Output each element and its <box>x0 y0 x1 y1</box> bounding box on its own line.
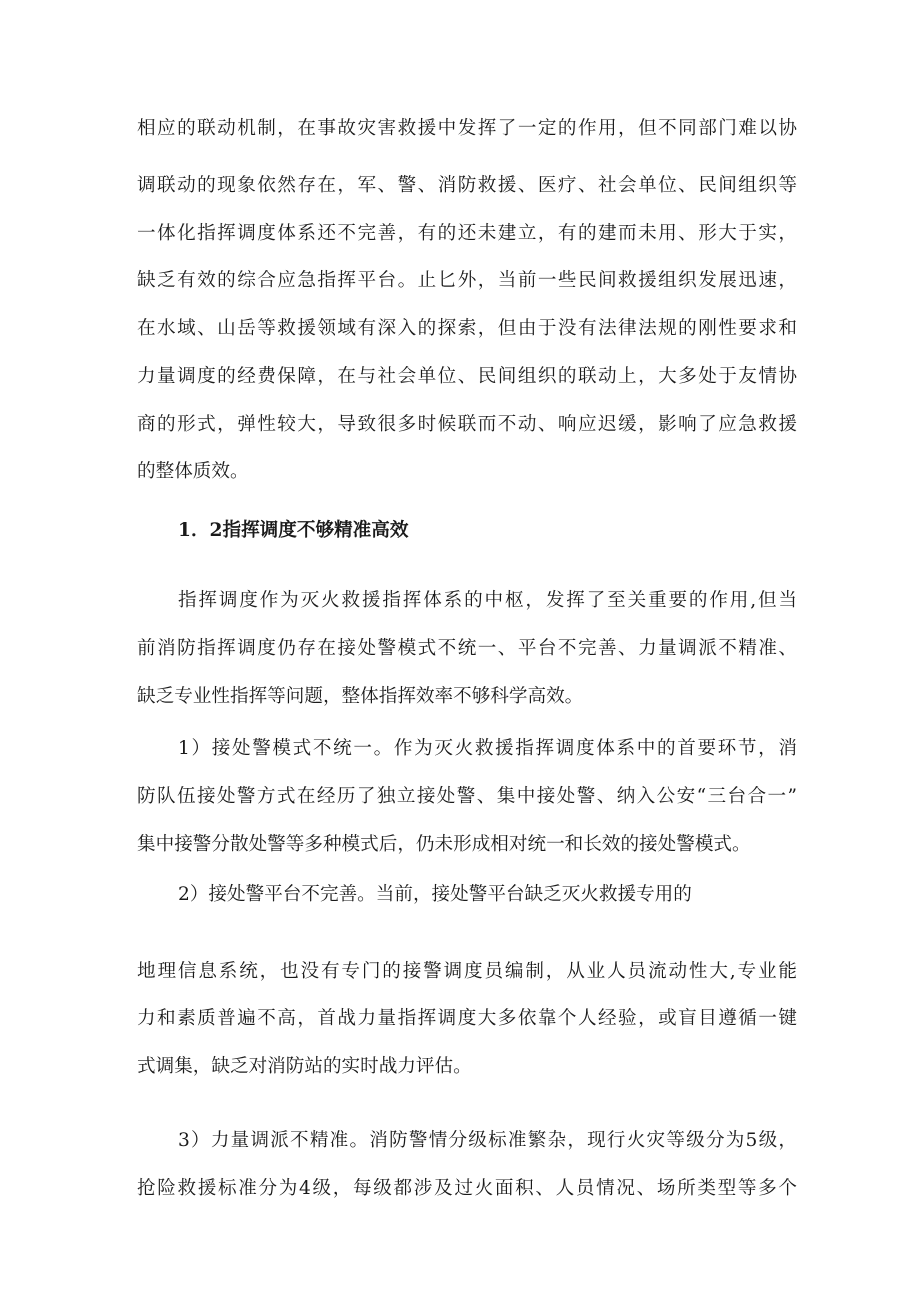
paragraph-line: 力量调度的经费保障，在与社会单位、民间组织的联动上，大多处于友情协 <box>137 366 797 387</box>
paragraph-line: 力和素质普遍不高，首战力量指挥调度大多依靠个人经验，或盲目遵循一键 <box>137 1008 797 1029</box>
section-heading: 1．2指挥调度不够精准高效 <box>178 520 409 541</box>
paragraph-line: 防队伍接处警方式在经历了独立接处警、集中接处警、纳入公安“三台合一” <box>137 786 797 807</box>
paragraph-line: 式调集，缺乏对消防站的实时战力评估。 <box>137 1056 472 1077</box>
paragraph-line: 2）接处警平台不完善。当前，接处警平台缺乏灭火救援专用的 <box>178 884 692 905</box>
paragraph-line: 1）接处警模式不统一。作为灭火救援指挥调度体系中的首要环节，消 <box>178 738 797 759</box>
paragraph-line: 3）力量调派不精准。消防警情分级标准繁杂，现行火灾等级分为5级， <box>178 1130 797 1151</box>
paragraph-line: 前消防指挥调度仍存在接处警模式不统一、平台不完善、力量调派不精准、 <box>137 638 797 659</box>
paragraph-line: 缺乏专业性指挥等问题，整体指挥效率不够科学高效。 <box>137 686 584 707</box>
paragraph-line: 地理信息系统，也没有专门的接警调度员编制，从业人员流动性大,专业能 <box>137 961 797 982</box>
paragraph-line: 集中接警分散处警等多种模式后，仍未形成相对统一和长效的接处警模式。 <box>137 834 751 855</box>
paragraph-line: 缺乏有效的综合应急指挥平台。止匕外，当前一些民间救援组织发展迅速， <box>137 270 797 291</box>
paragraph-line: 的整体质效。 <box>137 461 249 482</box>
paragraph-line: 指挥调度作为灭火救援指挥体系的中枢，发挥了至关重要的作用,但当 <box>178 590 797 611</box>
paragraph-line: 一体化指挥调度体系还不完善，有的还未建立，有的建而未用、形大于实， <box>137 223 797 244</box>
paragraph-line: 调联动的现象依然存在，军、警、消防救援、医疗、社会单位、民间组织等 <box>137 175 797 196</box>
paragraph-line: 在水域、山岳等救援领域有深入的探索，但由于没有法律法规的刚性要求和 <box>137 318 797 339</box>
paragraph-line: 商的形式，弹性较大，导致很多时候联而不动、响应迟缓，影响了应急救援 <box>137 414 797 435</box>
paragraph-line: 抢险救援标准分为4级，每级都涉及过火面积、人员情况、场所类型等多个 <box>137 1178 797 1199</box>
paragraph-line: 相应的联动机制，在事故灾害救援中发挥了一定的作用，但不同部门难以协 <box>137 118 797 139</box>
